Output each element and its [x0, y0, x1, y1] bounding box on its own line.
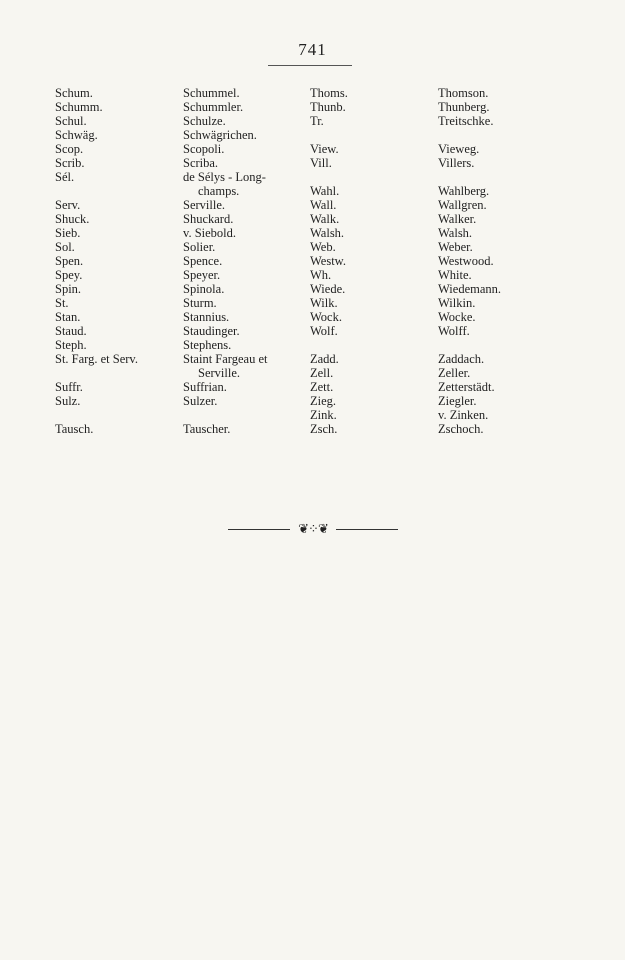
- col2-entry: Tauscher.: [183, 422, 231, 436]
- end-ornament: [228, 520, 398, 538]
- col4-entry: v. Zinken.: [438, 408, 489, 422]
- col1-entry: Spin.: [55, 282, 82, 296]
- col2-entry: v. Siebold.: [183, 226, 237, 240]
- col1-entry: [55, 184, 138, 198]
- col3-entry: Wh.: [310, 268, 332, 282]
- col1-entry: Spen.: [55, 254, 84, 268]
- page-number: 741: [298, 40, 327, 59]
- col2-entry: Staint Fargeau et: [183, 352, 268, 366]
- col4-entry: Weber.: [438, 240, 473, 254]
- col2-entry: Staudinger.: [183, 324, 240, 338]
- col1-entry: Sieb.: [55, 226, 81, 240]
- fullname-column-1: [183, 86, 267, 436]
- col4-entry: Zeller.: [438, 366, 471, 380]
- col2-entry: Stephens.: [183, 338, 232, 352]
- abbreviation-column-1: [55, 86, 138, 436]
- col4-entry: Vieweg.: [438, 142, 480, 156]
- col4-entry: Treitschke.: [438, 114, 494, 128]
- col3-entry: Wilk.: [310, 296, 338, 310]
- col1-entry: Sél.: [55, 170, 75, 184]
- col2-entry: Speyer.: [183, 268, 221, 282]
- col3-entry: Wiede.: [310, 282, 346, 296]
- col2-entry: Scopoli.: [183, 142, 225, 156]
- col3-entry: [310, 128, 348, 142]
- col1-entry: Shuck.: [55, 212, 90, 226]
- ornament-rule-left: [228, 529, 290, 530]
- col4-entry: Wilkin.: [438, 296, 476, 310]
- col3-entry: Walk.: [310, 212, 340, 226]
- col2-entry: Scriba.: [183, 156, 219, 170]
- col4-entry: Walsh.: [438, 226, 473, 240]
- col4-entry: Wocke.: [438, 310, 476, 324]
- col3-entry: Walsh.: [310, 226, 345, 240]
- col1-entry: Tausch.: [55, 422, 94, 436]
- col1-entry: [55, 366, 138, 380]
- col2-entry: Suffrian.: [183, 380, 227, 394]
- col2-entry: Shuckard.: [183, 212, 234, 226]
- col3-entry: Zadd.: [310, 352, 339, 366]
- ornament-knot-icon: ❦⁘❦: [298, 521, 328, 536]
- col2-entry: Spence.: [183, 254, 223, 268]
- col4-entry: Wallgren.: [438, 198, 487, 212]
- col3-entry: Thunb.: [310, 100, 346, 114]
- ornament-rule-right: [336, 529, 398, 530]
- col2-entry: Serville.: [198, 366, 241, 380]
- col1-entry: Steph.: [55, 338, 87, 352]
- abbreviation-column-2: [310, 86, 348, 436]
- col1-entry: Scop.: [55, 142, 84, 156]
- col4-entry: Zaddach.: [438, 352, 485, 366]
- page-number-rule: [268, 65, 352, 66]
- col1-entry: Suffr.: [55, 380, 83, 394]
- col1-entry: Spey.: [55, 268, 83, 282]
- col4-entry: Zschoch.: [438, 422, 484, 436]
- col3-entry: [310, 170, 348, 184]
- col3-entry: Zell.: [310, 366, 334, 380]
- col3-entry: Wock.: [310, 310, 342, 324]
- col2-entry: Schummler.: [183, 100, 244, 114]
- col1-entry: Sulz.: [55, 394, 81, 408]
- col3-entry: Westw.: [310, 254, 347, 268]
- col2-entry: Schummel.: [183, 86, 240, 100]
- col3-entry: Tr.: [310, 114, 324, 128]
- col1-entry: Sol.: [55, 240, 75, 254]
- col2-entry: [183, 408, 267, 422]
- col1-entry: Schum.: [55, 86, 93, 100]
- col1-entry: [55, 408, 138, 422]
- col4-entry: Ziegler.: [438, 394, 477, 408]
- col4-entry: Westwood.: [438, 254, 494, 268]
- col4-entry: [438, 338, 501, 352]
- col3-entry: View.: [310, 142, 339, 156]
- col4-entry: [438, 170, 501, 184]
- col2-entry: Sulzer.: [183, 394, 218, 408]
- col2-entry: Serville.: [183, 198, 226, 212]
- col3-entry: Wall.: [310, 198, 337, 212]
- col1-entry: Scrib.: [55, 156, 85, 170]
- col2-entry: Stannius.: [183, 310, 230, 324]
- col3-entry: Web.: [310, 240, 336, 254]
- col1-entry: St.: [55, 296, 69, 310]
- col1-entry: Schwäg.: [55, 128, 98, 142]
- col1-entry: Stan.: [55, 310, 81, 324]
- col3-entry: Wahl.: [310, 184, 340, 198]
- col4-entry: Villers.: [438, 156, 475, 170]
- col3-entry: Vill.: [310, 156, 332, 170]
- fullname-column-2: [438, 86, 501, 436]
- col1-entry: Staud.: [55, 324, 87, 338]
- col4-entry: Walker.: [438, 212, 477, 226]
- col1-entry: Schumm.: [55, 100, 103, 114]
- col2-entry: Solier.: [183, 240, 216, 254]
- col3-entry: Wolf.: [310, 324, 338, 338]
- col2-entry: Schulze.: [183, 114, 226, 128]
- col2-entry: Schwägrichen.: [183, 128, 257, 142]
- col3-entry: Thoms.: [310, 86, 348, 100]
- col4-entry: Wiedemann.: [438, 282, 502, 296]
- col3-entry: Zsch.: [310, 422, 338, 436]
- col2-entry: Spinola.: [183, 282, 225, 296]
- col4-entry: White.: [438, 268, 472, 282]
- col3-entry: [310, 338, 348, 352]
- col1-entry: Serv.: [55, 198, 81, 212]
- col4-entry: Thunberg.: [438, 100, 490, 114]
- col4-entry: Zetterstädt.: [438, 380, 495, 394]
- col4-entry: [438, 128, 501, 142]
- col2-entry: champs.: [198, 184, 240, 198]
- col4-entry: Wolff.: [438, 324, 470, 338]
- col4-entry: Wahlberg.: [438, 184, 490, 198]
- col3-entry: Zieg.: [310, 394, 337, 408]
- col1-entry: Schul.: [55, 114, 87, 128]
- col3-entry: Zett.: [310, 380, 334, 394]
- col4-entry: Thomson.: [438, 86, 489, 100]
- col3-entry: Zink.: [310, 408, 337, 422]
- col1-entry: St. Farg. et Serv.: [55, 352, 138, 366]
- col2-entry: Sturm.: [183, 296, 217, 310]
- col2-entry: de Sélys - Long-: [183, 170, 266, 184]
